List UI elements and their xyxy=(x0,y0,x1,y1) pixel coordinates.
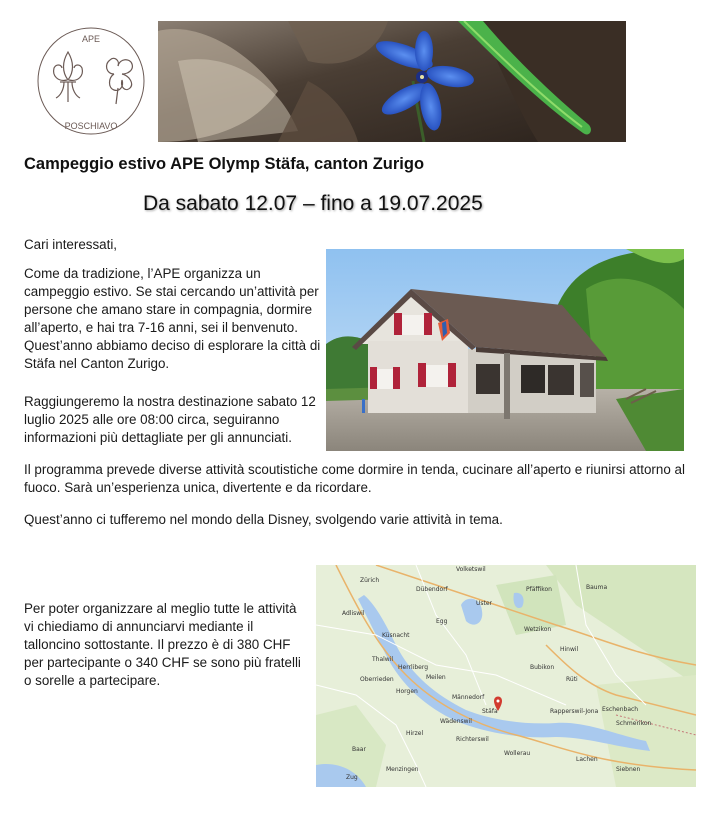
map-label-schmerikon: Schmerikon xyxy=(616,720,652,727)
map-label-baar: Baar xyxy=(352,746,366,753)
map-label-bubikon: Bubikon xyxy=(530,664,555,671)
map-label-wadenswil: Wädenswil xyxy=(440,718,472,725)
logo-top-text: APE xyxy=(81,34,101,44)
map-label-richterswil: Richterswil xyxy=(456,736,489,743)
map-label-wollerau: Wollerau xyxy=(504,750,531,757)
location-map[interactable] xyxy=(316,565,696,787)
map-label-zurich: Zürich xyxy=(360,577,380,584)
map-label-lachen: Lachen xyxy=(576,756,598,763)
map-label-rapperswil: Rapperswil-Jona xyxy=(550,708,599,715)
map-label-zug: Zug xyxy=(346,774,358,781)
paragraph-meeting: Raggiungeremo la nostra destinazione sabato 12 luglio 2025 alle ore 08:00 circa, seguiranno informazioni più dettagliate per gli annunciati. xyxy=(24,394,316,445)
paragraph-price: Per poter organizzare al meglio tutte le attività vi chiediamo di annunciarvi mediante il talloncino sottostante. Il prezzo è di 380 CHF per partecipante o 340 CHF se sono più fratelli o sorelle a partecipare. xyxy=(24,601,301,688)
map-label-horgen: Horgen xyxy=(396,688,418,695)
map-label-uster: Uster xyxy=(476,600,493,607)
map-label-herrliberg: Herrliberg xyxy=(398,664,429,671)
date-range: Da sabato 12.07 – fino a 19.07.2025 xyxy=(143,192,483,215)
map-label-mannedorf: Männedorf xyxy=(452,694,485,701)
fleur-de-lis-icon xyxy=(54,52,83,102)
greeting: Cari interessati, xyxy=(24,237,118,252)
map-label-menzingen: Menzingen xyxy=(386,766,419,773)
map-label-hirzel: Hirzel xyxy=(406,730,424,737)
trefoil-icon xyxy=(107,58,133,104)
map-label-bauma: Bauma xyxy=(586,584,608,591)
paragraph-theme: Quest’anno ci tufferemo nel mondo della Disney, svolgendo varie attività in tema. xyxy=(24,512,503,527)
map-label-eschenbach: Eschenbach xyxy=(602,706,639,713)
map-label-thalwil: Thalwil xyxy=(372,656,394,663)
map-label-volketswil: Volketswil xyxy=(456,566,486,573)
map-label-oberrieden: Oberrieden xyxy=(360,676,394,683)
map-label-egg: Egg xyxy=(436,618,448,625)
logo-bottom-text: POSCHIAVO xyxy=(64,121,118,131)
map-label-hinwil: Hinwil xyxy=(560,646,579,653)
map-label-kusnacht: Küsnacht xyxy=(382,632,410,639)
map-label-ruti: Rüti xyxy=(566,676,578,683)
map-label-siebnen: Siebnen xyxy=(616,766,641,773)
paragraph-program: Il programma prevede diverse attività scoutistiche come dormire in tenda, cucinare all’aperto e riunirsi attorno al fuoco. Sarà un’esperienza unica, divertente e da ricordare. xyxy=(24,462,685,495)
map-label-meilen: Meilen xyxy=(426,674,446,681)
map-label-dubendorf: Dübendorf xyxy=(416,586,448,593)
map-label-stafa: Stäfa xyxy=(482,708,498,715)
map-label-wetzikon: Wetzikon xyxy=(524,626,552,633)
page-title: Campeggio estivo APE Olymp Stäfa, canton Zurigo xyxy=(24,155,425,173)
map-label-pfaffikon: Pfäffikon xyxy=(526,586,552,593)
ape-logo xyxy=(34,22,148,140)
map-label-adliswil: Adliswil xyxy=(342,610,365,617)
banner-flower-photo xyxy=(158,21,626,142)
camp-house-photo xyxy=(326,249,684,451)
paragraph-intro: Come da tradizione, l’APE organizza un campeggio estivo. Se stai cercando un’attività per persone che amano stare in compagnia, dormire all’aperto, e hai tra 7-16 anni, sei il benvenuto. Quest’anno abbiamo deciso di esplorare la città di Stäfa nel Canton Zurigo. xyxy=(24,266,321,371)
